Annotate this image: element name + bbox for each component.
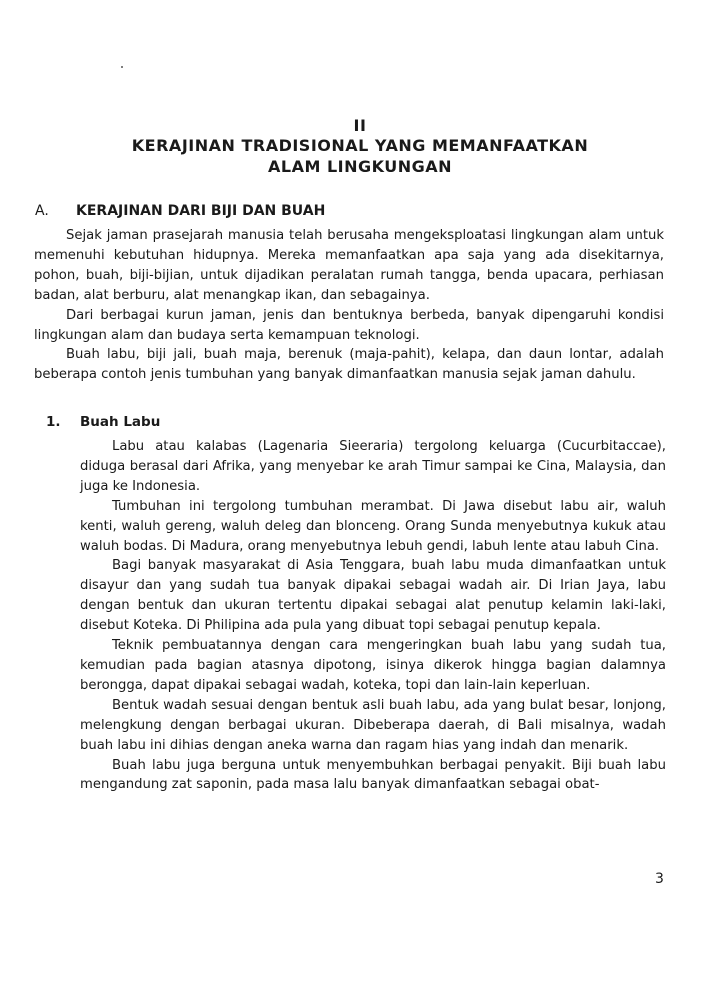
subsection-body-text: [80, 437, 666, 795]
page-number: 3: [655, 871, 664, 887]
paragraph: Sejak jaman prasejarah manusia telah berusaha mengeksploatasi lingkungan alam untuk memenuhi kebutuhan hidupnya. Mereka memanfaatkan apa saja yang ada disekitarnya, pohon, buah, biji-bijian, untuk dijadikan peralatan rumah tangga, benda upacara, perhiasan badan, alat berburu, alat menangkap ikan, dan sebagainya.: [34, 228, 664, 303]
paragraph: Dari berbagai kurun jaman, jenis dan bentuknya berbeda, banyak dipengaruhi kondisi lingkungan alam dan budaya serta kemampuan teknologi.: [34, 307, 664, 343]
paragraph: Buah labu juga berguna untuk menyembuhkan berbagai penyakit. Biji buah labu mengandung zat saponin, pada masa lalu banyak dimanfaatkan sebagai obat-: [80, 757, 666, 793]
section-intro-text: [34, 226, 664, 385]
chapter-number: II: [353, 116, 367, 135]
scan-speck: [121, 66, 123, 68]
paragraph: Teknik pembuatannya dengan cara mengeringkan buah labu yang sudah tua, kemudian pada bagian atasnya dipotong, isinya dikerok hingga bagian dalamnya berongga, dapat dipakai sebagai wadah, koteka, topi dan lain-lain keperluan.: [80, 638, 666, 693]
subsection-title: Buah Labu: [80, 414, 161, 430]
paragraph: Bagi banyak masyarakat di Asia Tenggara, buah labu muda dimanfaatkan untuk disayur dan yang sudah tua banyak dipakai sebagai wadah air. Di Irian Jaya, labu dengan bentuk dan ukuran tertentu dipakai sebagai alat penutup kelamin laki-laki, disebut Koteka. Di Philipina ada pula yang dibuat topi sebagai penutup kepala.: [80, 558, 666, 634]
section-title: KERAJINAN DARI BIJI DAN BUAH: [76, 203, 326, 219]
subsection-number: 1.: [46, 414, 61, 430]
paragraph: Tumbuhan ini tergolong tumbuhan merambat. Di Jawa disebut labu air, waluh kenti, waluh gereng, waluh deleg dan blonceng. Orang Sunda menyebutnya kukuk atau waluh bodas. Di Madura, orang menyebutnya lebuh gendi, labuh lente atau labuh Cina.: [80, 498, 666, 554]
section-heading: [35, 203, 325, 219]
chapter-title-line-1: KERAJINAN TRADISIONAL YANG MEMANFAATKAN: [131, 136, 589, 155]
chapter-title-line-2: ALAM LINGKUNGAN: [267, 157, 453, 176]
paragraph: Buah labu, biji jali, buah maja, berenuk (maja-pahit), kelapa, dan daun lontar, adalah beberapa contoh jenis tumbuhan yang banyak dimanfaatkan manusia sejak jaman dahulu.: [34, 347, 664, 383]
section-number: A.: [35, 203, 49, 219]
paragraph: Labu atau kalabas (Lagenaria Sieeraria) tergolong keluarga (Cucurbitaccae), diduga berasal dari Afrika, yang menyebar ke arah Timur sampai ke Cina, Malaysia, dan juga ke Indonesia.: [80, 439, 666, 494]
subsection-heading: [46, 414, 160, 430]
paragraph: Bentuk wadah sesuai dengan bentuk asli buah labu, ada yang bulat besar, lonjong, melengkung dengan berbagai ukuran. Dibeberapa daerah, di Bali misalnya, wadah buah labu ini dihias dengan aneka warna dan ragam hias yang indah dan menarik.: [80, 697, 666, 753]
